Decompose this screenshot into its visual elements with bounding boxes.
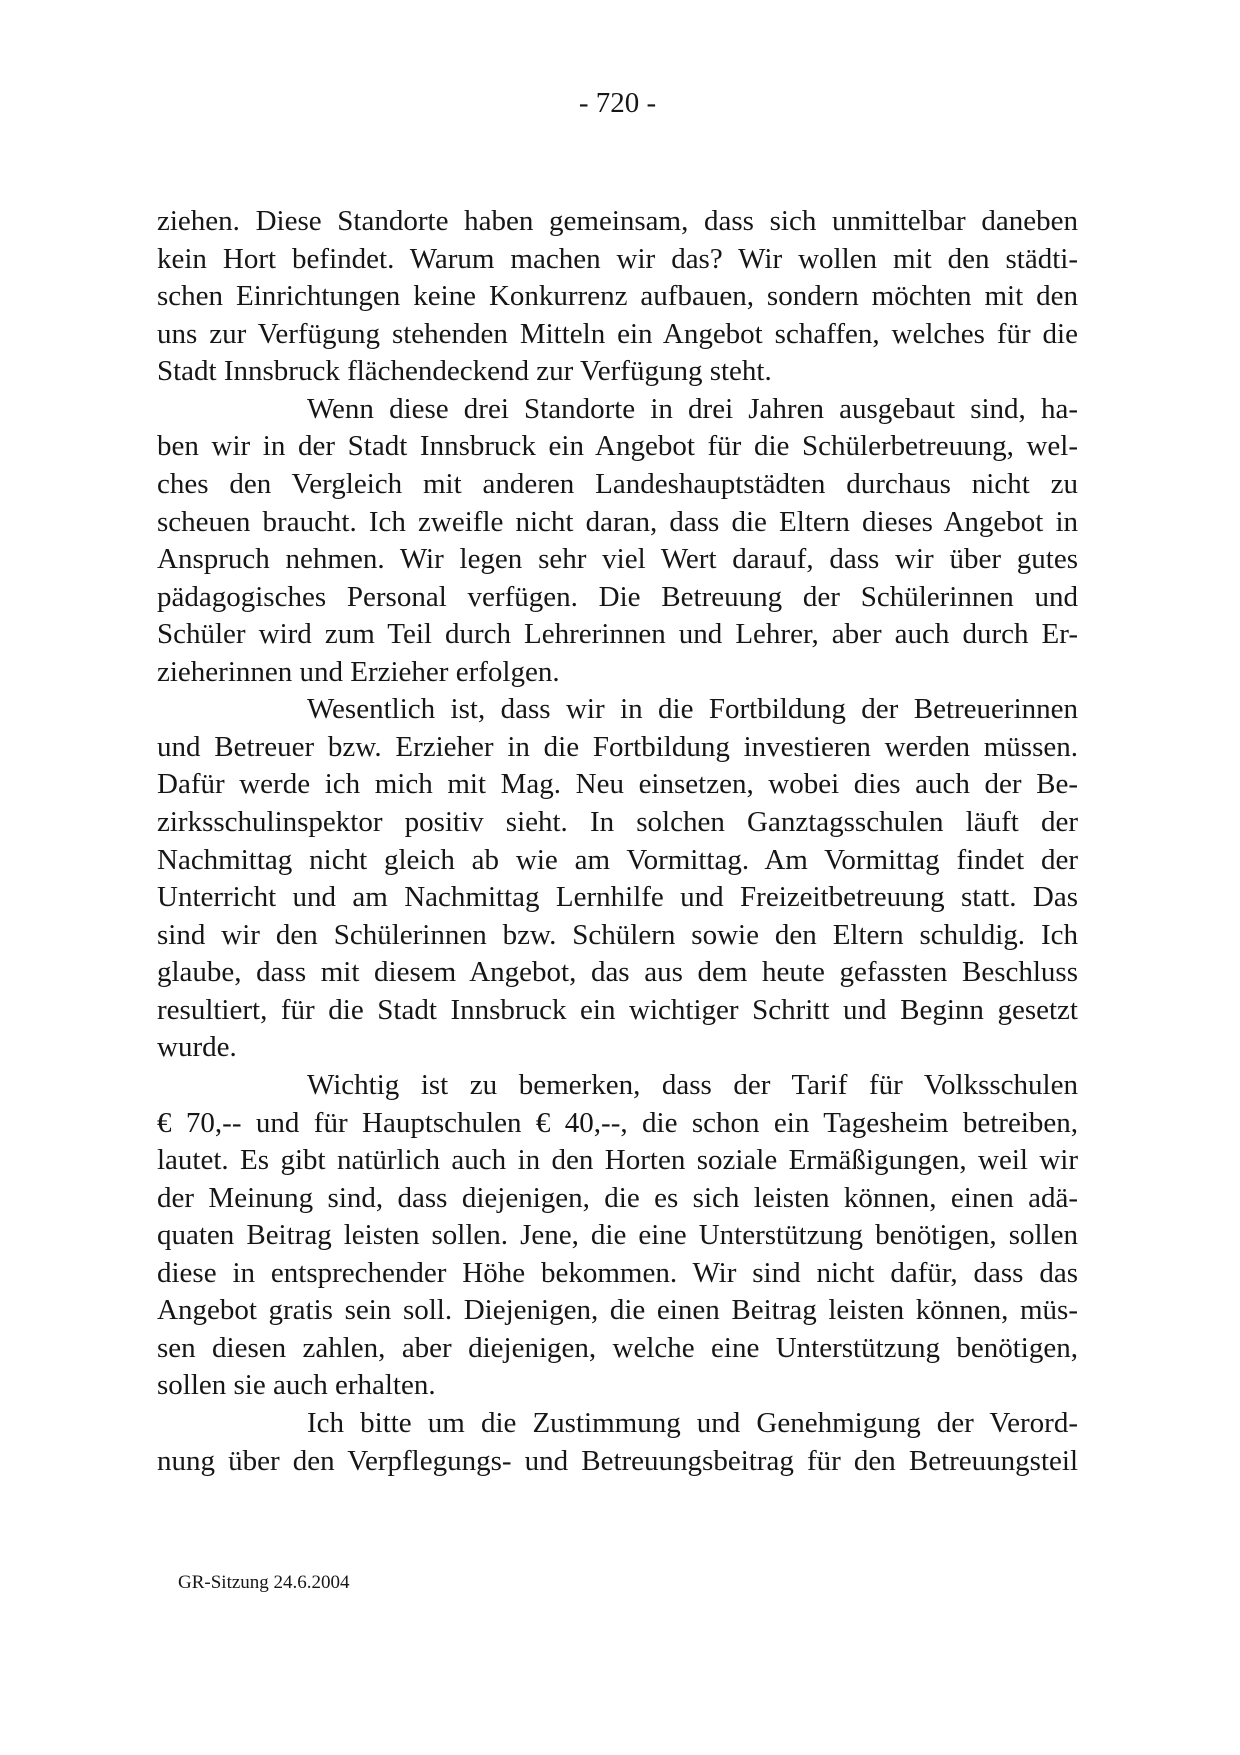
- text-line: Wesentlich ist, dass wir in die Fortbildung der Betreuerinnen: [307, 693, 1078, 726]
- text-line: Stadt Innsbruck flächendeckend zur Verfügung steht.: [157, 355, 772, 388]
- text-line: ziehen. Diese Standorte haben gemeinsam, dass sich unmittelbar daneben: [157, 205, 1078, 237]
- text-line: und Betreuer bzw. Erzieher in die Fortbildung investieren werden müssen.: [157, 730, 1078, 763]
- paragraph: [157, 391, 1078, 692]
- paragraph: [157, 691, 1078, 1067]
- text-line: ben wir in der Stadt Innsbruck ein Angebot für die Schülerbetreuung, wel-: [157, 430, 1078, 463]
- paragraph: [157, 1067, 1078, 1405]
- text-line: zieherinnen und Erzieher erfolgen.: [157, 655, 560, 688]
- text-line: Anspruch nehmen. Wir legen sehr viel Wert darauf, dass wir über gutes: [157, 543, 1078, 576]
- text-line: zirksschulinspektor positiv sieht. In solchen Ganztagsschulen läuft der: [157, 806, 1078, 838]
- text-line: der Meinung sind, dass diejenigen, die es sich leisten können, einen adä-: [157, 1181, 1078, 1214]
- text-line: schen Einrichtungen keine Konkurrenz aufbauen, sondern möchten mit den: [157, 280, 1078, 313]
- text-line: lautet. Es gibt natürlich auch in den Horten soziale Ermäßigungen, weil wir: [157, 1144, 1078, 1177]
- text-line: € 70,-- und für Hauptschulen € 40,--, die schon ein Tagesheim betreiben,: [157, 1106, 1078, 1139]
- text-line: quaten Beitrag leisten sollen. Jene, die eine Unterstützung benötigen, sollen: [157, 1219, 1078, 1252]
- text-line: kein Hort befindet. Warum machen wir das? Wir wollen mit den städti-: [157, 242, 1078, 275]
- page-number: - 720 -: [578, 87, 657, 119]
- text-line: sind wir den Schülerinnen bzw. Schülern sowie den Eltern schuldig. Ich: [157, 918, 1078, 951]
- text-line: Wichtig ist zu bemerken, dass der Tarif für Volksschulen: [307, 1068, 1078, 1101]
- text-line: Nachmittag nicht gleich ab wie am Vormittag. Am Vormittag findet der: [157, 843, 1078, 876]
- text-line: pädagogisches Personal verfügen. Die Betreuung der Schülerinnen und: [157, 580, 1078, 613]
- text-line: resultiert, für die Stadt Innsbruck ein wichtiger Schritt und Beginn gesetzt: [157, 993, 1078, 1026]
- text-line: Ich bitte um die Zustimmung und Genehmigung der Verord-: [307, 1407, 1078, 1439]
- text-line: Angebot gratis sein soll. Diejenigen, die einen Beitrag leisten können, müs-: [157, 1294, 1078, 1327]
- text-line: uns zur Verfügung stehenden Mitteln ein Angebot schaffen, welches für die: [157, 317, 1078, 350]
- text-line: Unterricht und am Nachmittag Lernhilfe und Freizeitbetreuung statt. Das: [157, 881, 1078, 914]
- text-line: Schüler wird zum Teil durch Lehrerinnen und Lehrer, aber auch durch Er-: [157, 618, 1078, 651]
- text-line: nung über den Verpflegungs- und Betreuungsbeitrag für den Betreuungsteil: [157, 1444, 1078, 1477]
- text-line: wurde.: [157, 1031, 237, 1064]
- text-line: scheuen braucht. Ich zweifle nicht daran, dass die Eltern dieses Angebot in: [157, 505, 1078, 538]
- text-line: ches den Vergleich mit anderen Landeshauptstädten durchaus nicht zu: [157, 467, 1078, 500]
- paragraph: [157, 203, 1078, 391]
- text-body: [157, 203, 1078, 1480]
- text-line: Dafür werde ich mich mit Mag. Neu einsetzen, wobei dies auch der Be-: [157, 768, 1078, 801]
- text-line: sollen sie auch erhalten.: [157, 1369, 436, 1402]
- text-line: Wenn diese drei Standorte in drei Jahren ausgebaut sind, ha-: [307, 392, 1078, 425]
- text-line: diese in entsprechender Höhe bekommen. Wir sind nicht dafür, dass das: [157, 1256, 1078, 1289]
- text-line: sen diesen zahlen, aber diejenigen, welche eine Unterstützung benötigen,: [157, 1331, 1078, 1364]
- footer-text: GR-Sitzung 24.6.2004: [178, 1572, 350, 1593]
- text-line: glaube, dass mit diesem Angebot, das aus dem heute gefassten Beschluss: [157, 956, 1078, 989]
- paragraph: [157, 1405, 1078, 1480]
